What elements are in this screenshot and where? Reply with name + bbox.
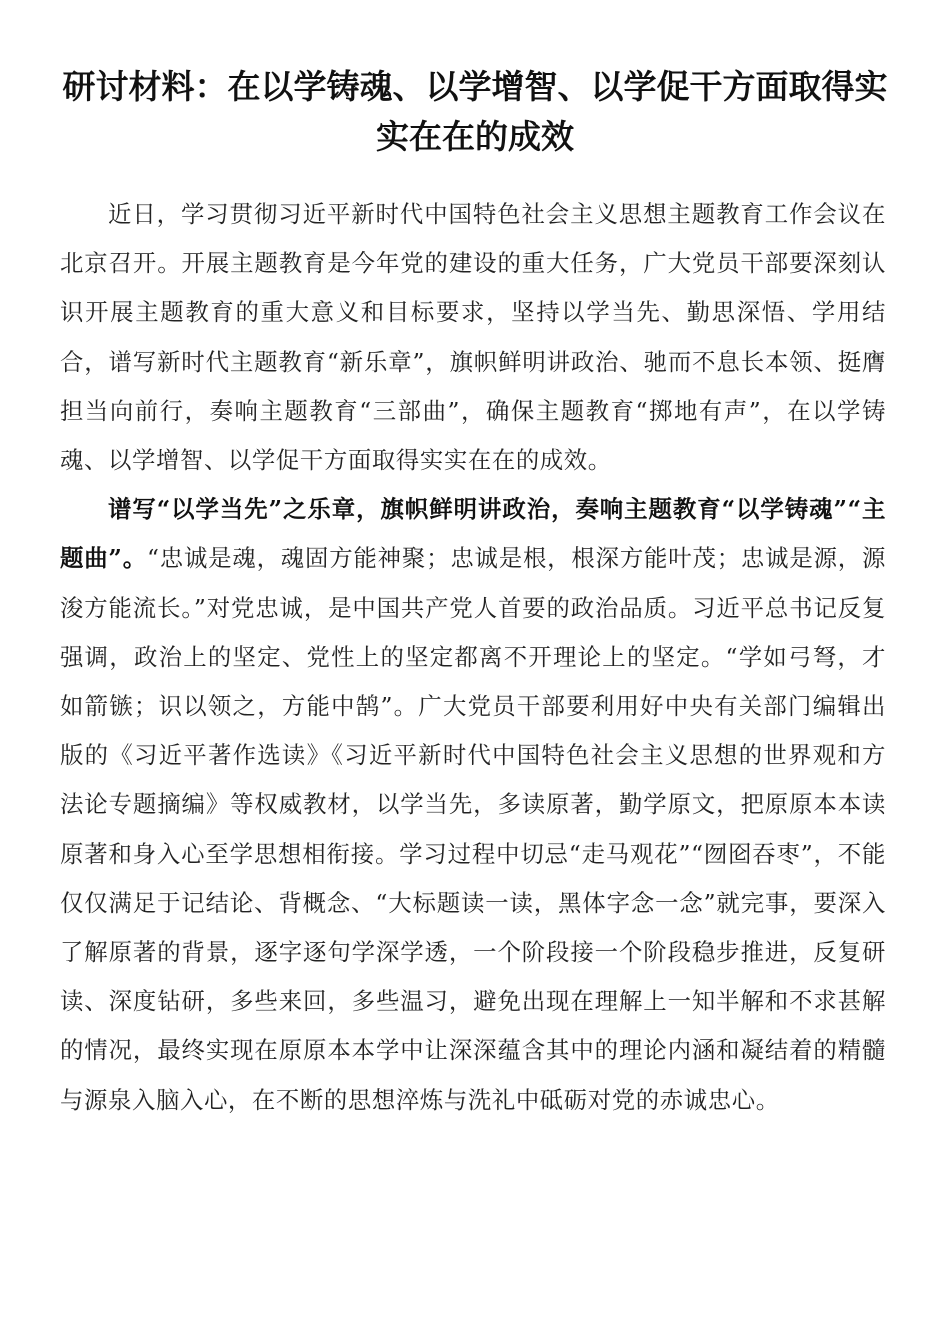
document-body [60,190,886,1125]
document-title: 研讨材料：在以学铸魂、以学增智、以学促干方面取得实实在在的成效 [62,67,888,156]
paragraph-section-1 [60,485,886,1125]
paragraph-lead: 谱写“以学当先”之乐章，旗帜鲜明讲政治，奏响主题教育“以学铸魂”“主题曲”。 [60,495,886,573]
paragraph-text: 近日，学习贯彻习近平新时代中国特色社会主义思想主题教育工作会议在北京召开。开展主题教育是今年党的建设的重大任务，广大党员干部要深刻认识开展主题教育的重大意义和目标要求，坚持以学当先、勤思深悟、学用结合，谱写新时代主题教育“新乐章”，旗帜鲜明讲政治、驰而不息长本领、挺膺担当向前行，奏响主题教育“三部曲”，确保主题教育“掷地有声”，在以学铸魂、以学增智、以学促干方面取得实实在在的成效。 [60,200,886,475]
paragraph-text: “忠诚是魂，魂固方能神聚；忠诚是根，根深方能叶茂；忠诚是源，源浚方能流长。”对党忠诚，是中国共产党人首要的政治品质。习近平总书记反复强调，政治上的坚定、党性上的坚定都离不开理论上的坚定。“学如弓弩，才如箭镞；识以领之，方能中鹄”。广大党员干部要利用好中央有关部门编辑出版的《习近平著作选读》《习近平新时代中国特色社会主义思想的世界观和方法论专题摘编》等权威教材，以学当先，多读原著，勤学原文，把原原本本读原著和身入心至学思想相衔接。学习过程中切忌“走马观花”“囫囵吞枣”，不能仅仅满足于记结论、背概念、“大标题读一读，黑体字念一念”就完事，要深入了解原著的背景，逐字逐句学深学透，一个阶段接一个阶段稳步推进，反复研读、深度钻研，多些来回，多些温习，避免出现在理解上一知半解和不求甚解的情况，最终实现在原原本本学中让深深蕴含其中的理论内涵和凝结着的精髓与源泉入脑入心，在不断的思想淬炼与洗礼中砥砺对党的赤诚忠心。 [60,544,886,1114]
paragraph-intro [60,190,886,485]
